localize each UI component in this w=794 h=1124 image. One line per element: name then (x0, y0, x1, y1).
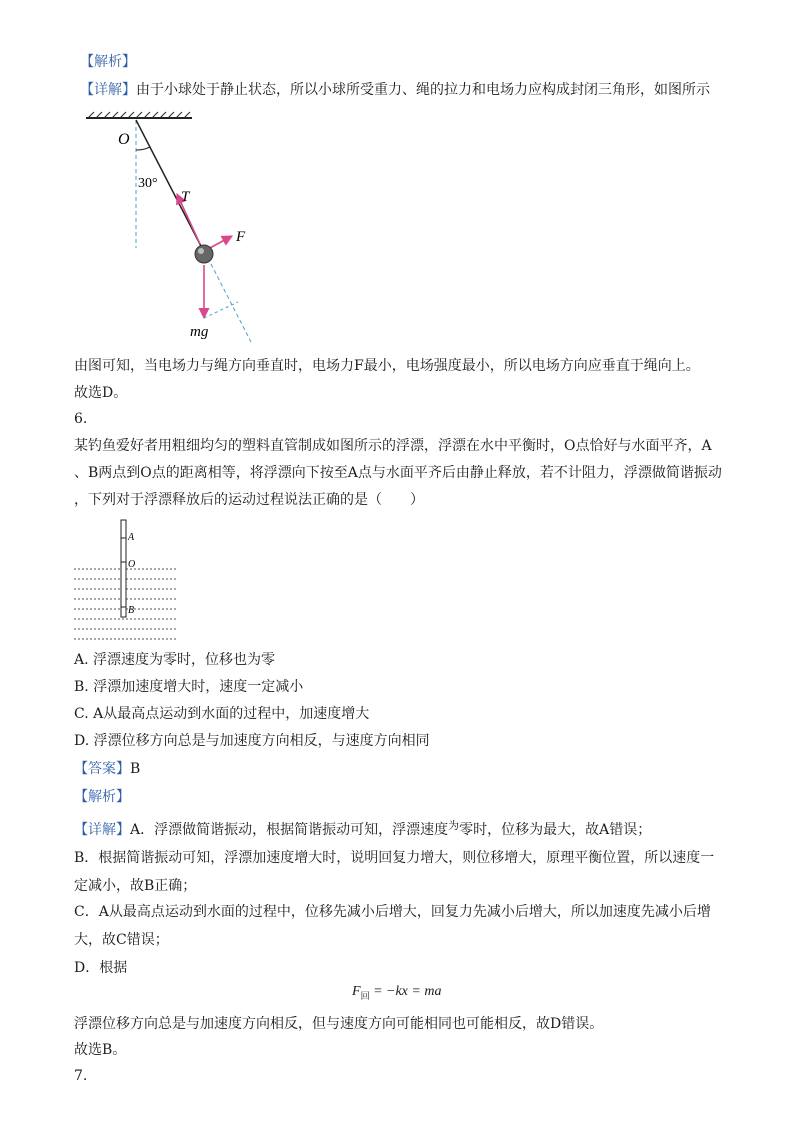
question-7-number: 7. (74, 1068, 88, 1084)
analysis-heading: 【解析】 (80, 54, 136, 70)
option-a: A. 浮漂速度为零时，位移也为零 (74, 652, 276, 668)
string-extension-line (211, 264, 251, 342)
choose-b-line: 故选B。 (74, 1042, 127, 1058)
detail-tag: 【详解】 (80, 82, 136, 98)
detail-d-line-2: 浮漂位移方向总是与加速度方向相反，但与速度方向可能相同也可能相反，故D错误。 (74, 1016, 604, 1032)
question-6-stem-3: ，下列对于浮漂释放后的运动过程说法正确的是（ ） (74, 492, 424, 508)
analysis-heading-2: 【解析】 (74, 789, 130, 805)
question-6-number: 6. (74, 411, 88, 427)
pendulum-force-diagram (80, 110, 280, 345)
answer-value: B (130, 761, 141, 777)
triangle-closing-line (204, 302, 238, 318)
label-o-point: O (128, 559, 136, 570)
formula (352, 984, 441, 1002)
detail-d-line-1: D．根据 (74, 960, 128, 976)
detail-c-line-1: C．A从最高点运动到水面的过程中，位移先减小后增大，回复力先减小后增大，所以加速度先减小后增 (74, 904, 711, 920)
label-a: A (128, 532, 135, 543)
option-d: D. 浮漂位移方向总是与加速度方向相反，与速度方向相同 (74, 733, 430, 749)
detail-tag-2: 【详解】 (74, 822, 130, 838)
option-c: C. A从最高点运动到水面的过程中，加速度增大 (74, 706, 370, 722)
detail-b-line-2: 定减小，故B正确； (74, 878, 197, 894)
detail-a-pre: A．浮漂做简谐振动，根据简谐振动可知，浮漂速度 (130, 822, 449, 838)
float-tube (121, 520, 126, 617)
detail-paragraph (80, 80, 710, 100)
formula-rest: = −kx = ma (369, 984, 442, 999)
ball (195, 245, 213, 263)
ball-highlight (198, 248, 204, 254)
question-6-stem-2: 、B两点到O点的距离相等，将浮漂向下按至A点与水面平齐后由静止释放，若不计阻力，浮漂做简谐振动 (74, 465, 722, 481)
electric-force-arrow (208, 236, 232, 249)
question-6-stem-1: 某钓鱼爱好者用粗细均匀的塑料直管制成如图所示的浮漂，浮漂在水中平衡时，O点恰好与水面平齐，A (74, 438, 712, 454)
label-f: F (236, 229, 246, 245)
conclusion-line: 由图可知，当电场力与绳方向垂直时，电场力F最小，电场强度最小，所以电场方向应垂直于绳向上。 (74, 358, 700, 374)
detail-a-post: 零时，位移为最大，故A错误； (459, 822, 652, 838)
choose-d-line: 故选D。 (74, 385, 128, 401)
angle-arc (136, 147, 150, 150)
label-b: B (128, 605, 135, 616)
option-b: B. 浮漂加速度增大时，速度一定减小 (74, 679, 304, 695)
detail-b-line-1: B．根据简谐振动可知，浮漂加速度增大时，说明回复力增大，则位移增大，原理平衡位置，所以速度一 (74, 850, 715, 866)
detail-a-small: 为 (448, 819, 460, 832)
label-t: T (181, 189, 190, 205)
label-angle: 30° (138, 176, 158, 191)
answer-tag: 【答案】 (74, 761, 130, 777)
detail-text: 由于小球处于静止状态，所以小球所受重力、绳的拉力和电场力应构成封闭三角形，如图所示 (136, 82, 710, 98)
formula-sub: 回 (360, 990, 370, 1001)
detail-a-line (74, 820, 651, 841)
label-mg: mg (190, 324, 209, 340)
formula-f: F (352, 984, 361, 999)
detail-c-line-2: 大，故C错误； (74, 932, 169, 948)
label-o: O (118, 131, 130, 148)
float-diagram (74, 518, 184, 646)
answer-line (74, 759, 140, 779)
